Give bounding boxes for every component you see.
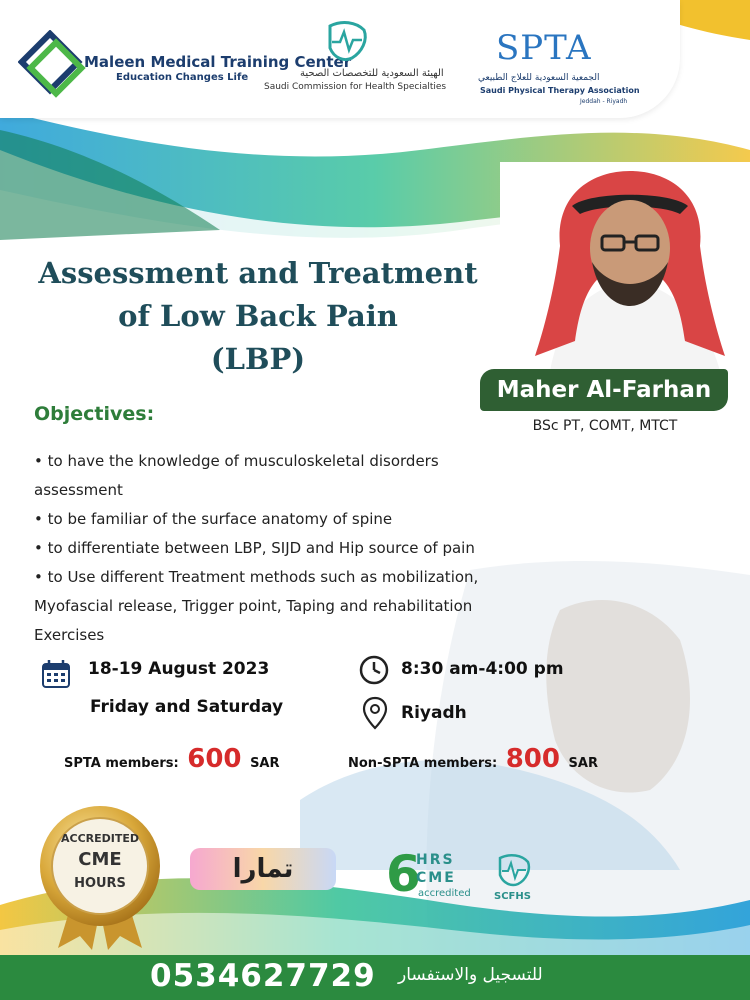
event-days: Friday and Saturday bbox=[90, 697, 284, 717]
objective-line: • to Use different Treatment methods such as mobilization, bbox=[34, 568, 479, 586]
non-members-price: 800 bbox=[505, 744, 560, 774]
mmtc-name: Maleen Medical Training Center bbox=[84, 53, 352, 71]
objective-line: Exercises bbox=[34, 626, 105, 644]
scfhs-logo-icon bbox=[322, 18, 372, 64]
objective-line: Myofascial release, Trigger point, Taping and rehabilitation bbox=[34, 597, 473, 615]
objective-line: • to differentiate between LBP, SIJD and Hip source of pain bbox=[34, 539, 475, 557]
objective-line: assessment bbox=[34, 481, 123, 499]
spta-arabic-name: الجمعية السعودية للعلاج الطبيعي bbox=[478, 73, 600, 83]
members-currency: SAR bbox=[250, 756, 280, 771]
spta-city: Jeddah - Riyadh bbox=[580, 98, 628, 105]
mmtc-tagline: Education Changes Life bbox=[116, 72, 249, 83]
clock-icon bbox=[358, 654, 390, 686]
spta-logo: SPTA bbox=[496, 28, 592, 68]
cme-hours-number: 6 bbox=[386, 845, 421, 903]
spta-english-name: Saudi Physical Therapy Association bbox=[480, 86, 640, 95]
cme-seal-line-2: CME bbox=[78, 849, 122, 870]
event-time: 8:30 am-4:00 pm bbox=[401, 659, 564, 679]
course-title-line-3: (LBP) bbox=[210, 342, 306, 376]
course-title bbox=[10, 252, 506, 381]
cme-hours-cme: CME bbox=[416, 870, 456, 886]
cme-seal-line-1: ACCREDITED bbox=[60, 832, 139, 845]
members-price-row bbox=[64, 744, 280, 774]
speaker-photo bbox=[520, 166, 740, 371]
cme-seal-line-3: HOURS bbox=[74, 876, 126, 891]
course-title-line-1: Assessment and Treatment bbox=[38, 256, 478, 290]
register-inquiry-text: للتسجيل والاستفسار bbox=[398, 965, 543, 985]
objective-line: • to have the knowledge of musculoskeletal disorders bbox=[34, 452, 439, 470]
speaker-name-plate: Maher Al-Farhan bbox=[480, 369, 728, 411]
non-members-label: Non-SPTA members: bbox=[348, 756, 498, 771]
course-title-line-2: of Low Back Pain bbox=[118, 299, 398, 333]
scfhs-small-logo-icon bbox=[494, 852, 534, 888]
speaker-credentials: BSc PT, COMT, MTCT bbox=[532, 418, 678, 434]
members-price: 600 bbox=[187, 744, 242, 774]
scfhs-english-name: Saudi Commission for Health Specialties bbox=[264, 82, 447, 92]
mmtc-logo-icon bbox=[18, 30, 88, 100]
event-location: Riyadh bbox=[401, 703, 467, 723]
non-members-currency: SAR bbox=[568, 756, 598, 771]
objective-line: • to be familiar of the surface anatomy of spine bbox=[34, 510, 393, 528]
cme-hours-accredited: accredited bbox=[418, 888, 471, 899]
scfhs-arabic-name: الهيئة السعودية للتخصصات الصحية bbox=[300, 68, 444, 79]
calendar-icon bbox=[40, 658, 72, 690]
scfhs-short-label: SCFHS bbox=[494, 891, 531, 902]
location-pin-icon bbox=[362, 696, 388, 730]
non-members-price-row bbox=[348, 744, 598, 774]
contact-phone-number[interactable]: 0534627729 bbox=[150, 958, 376, 994]
event-date: 18-19 August 2023 bbox=[88, 659, 270, 679]
objectives-list bbox=[34, 447, 554, 650]
objectives-heading: Objectives: bbox=[34, 403, 155, 425]
tamara-payment-badge: تمارا bbox=[190, 848, 336, 890]
cme-hours-hrs: HRS bbox=[416, 852, 455, 868]
members-label: SPTA members: bbox=[64, 756, 179, 771]
